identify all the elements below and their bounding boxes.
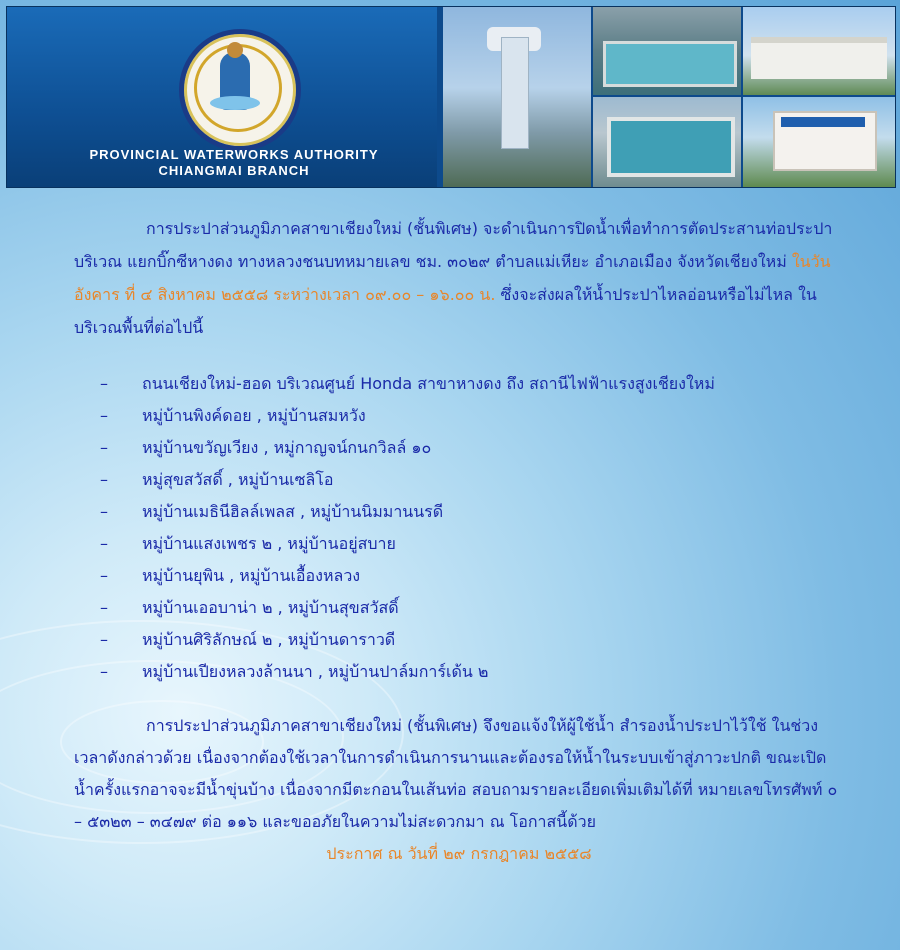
organization-name-line1: PROVINCIAL WATERWORKS AUTHORITY: [89, 147, 379, 162]
area-name: ถนนเชียงใหม่-ฮอด บริเวณศูนย์ Honda สาขาหางดง ถึง สถานีไฟฟ้าแรงสูงเชียงใหม่: [142, 374, 715, 393]
list-item: [74, 592, 844, 624]
closing-text: การประปาส่วนภูมิภาคสาขาเชียงใหม่ (ชั้นพิเศษ) จึงขอแจ้งให้ผู้ใช้น้ำ สำรองน้ำประปาไว้ใช้ ในช่วงเวลาดังกล่าวด้วย เนื่องจากต้องใช้เวลาในการดำเนินการนานและต้องรอให้น้ำในระบบเข้าสู่ภาวะปกติ ขณะเปิดน้ำครั้งแรกอาจจะมีน้ำขุ่นบ้าง เนื่องจากมีตะกอนในเส้นท่อ สอบถามรายละเอียดเพิ่มเติมได้ที่ หมายเลขโทรศัพท์ ๐ – ๕๓๒๓ – ๓๔๗๙ ต่อ ๑๑๖ และขออภัยในความไม่สะดวกมา ณ โอกาสนี้ด้วย: [74, 716, 838, 831]
organization-name: [59, 147, 409, 179]
organization-name-line2: CHIANGMAI BRANCH: [158, 163, 310, 178]
list-item: [74, 560, 844, 592]
area-name: หมู่บ้านขวัญเวียง , หมู่กาญจน์กนกวิลล์ ๑๐: [142, 438, 432, 457]
logo-water-icon: [210, 96, 260, 110]
area-name: หมู่บ้านเมธินีฮิลล์เพลส , หมู่บ้านนิมมานนรดี: [142, 502, 444, 521]
intro-effect-text: ซึ่งจะส่งผลให้น้ำประปาไหลอ่อนหรือไม่ไหล ในบริเวณพื้นที่ต่อไปนี้: [74, 285, 817, 337]
notice-intro: [74, 212, 844, 344]
dash-bullet-icon: –: [100, 598, 108, 617]
area-name: หมู่บ้านยุพิน , หมู่บ้านเอื้องหลวง: [142, 566, 361, 585]
list-item: [74, 624, 844, 656]
banner-brand-panel: [7, 7, 437, 187]
photo-settling-tank: [593, 97, 741, 187]
announcement-date: ประกาศ ณ วันที่ ๒๙ กรกฎาคม ๒๕๕๘: [326, 844, 592, 863]
outage-date-time: ในวันอังคาร ที่ ๔ สิงหาคม ๒๕๕๘ ระหว่างเวลา ๐๙.๐๐ – ๑๖.๐๐ น.: [74, 252, 831, 304]
list-item: [74, 432, 844, 464]
area-name: หมู่บ้านเออบาน่า ๒ , หมู่บ้านสุขสวัสดิ์: [142, 598, 399, 617]
list-item: [74, 400, 844, 432]
dash-bullet-icon: –: [100, 470, 108, 489]
area-name: หมู่บ้านศิริลักษณ์ ๒ , หมู่บ้านดาราวดี: [142, 630, 396, 649]
dash-bullet-icon: –: [100, 534, 108, 553]
pwa-logo: [179, 29, 301, 151]
area-name: หมู่สุขสวัสดิ์ , หมู่บ้านเซลิโอ: [142, 470, 334, 489]
list-item: [74, 464, 844, 496]
list-item: [74, 528, 844, 560]
list-item: [74, 656, 844, 688]
dash-bullet-icon: –: [100, 438, 108, 457]
list-item: [74, 496, 844, 528]
dash-bullet-icon: –: [100, 374, 108, 393]
photo-water-tower: [443, 7, 591, 187]
dash-bullet-icon: –: [100, 662, 108, 681]
area-name: หมู่บ้านเปียงหลวงล้านนา , หมู่บ้านปาล์มการ์เด้น ๒: [142, 662, 489, 681]
dash-bullet-icon: –: [100, 630, 108, 649]
dash-bullet-icon: –: [100, 406, 108, 425]
dash-bullet-icon: –: [100, 502, 108, 521]
list-item: [74, 368, 844, 400]
notice-closing: [74, 710, 844, 838]
area-name: หมู่บ้านแสงเพชร ๒ , หมู่บ้านอยู่สบาย: [142, 534, 396, 553]
area-name: หมู่บ้านพิงค์ดอย , หมู่บ้านสมหวัง: [142, 406, 366, 425]
intro-text: การประปาส่วนภูมิภาคสาขาเชียงใหม่ (ชั้นพิเศษ) จะดำเนินการปิดน้ำเพื่อทำการตัดประสานท่อประปา บริเวณ แยกบิ๊กซีหางดง ทางหลวงชนบทหมายเลข ชม. ๓๐๒๙ ตำบลแม่เหียะ อำเภอเมือง จังหวัดเชียงใหม่: [74, 219, 833, 271]
header-banner: [6, 6, 896, 188]
photo-office-building: [743, 7, 895, 95]
dash-bullet-icon: –: [100, 566, 108, 585]
notice-body: [74, 212, 844, 867]
affected-areas-list: [74, 368, 844, 688]
photo-branch-office: [743, 97, 895, 187]
photo-treatment-pool: [593, 7, 741, 95]
